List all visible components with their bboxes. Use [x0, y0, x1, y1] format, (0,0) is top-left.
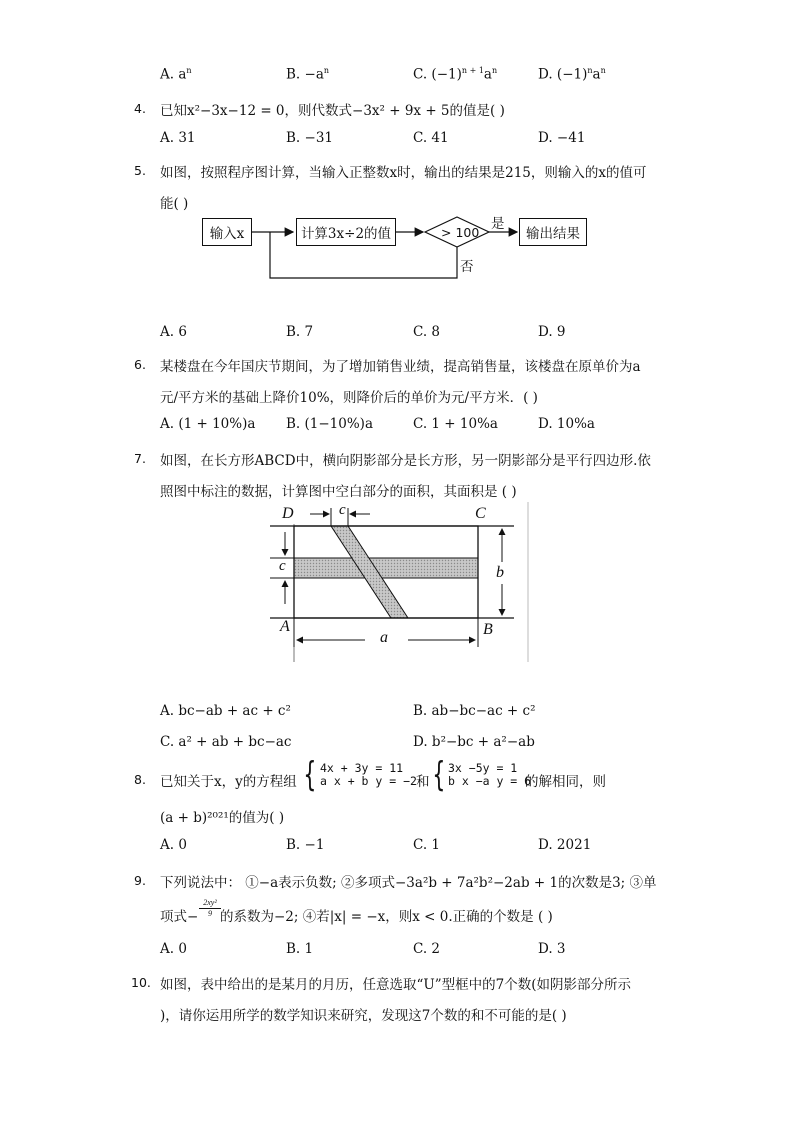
q8-option-d: D. 2021	[538, 837, 592, 853]
q5-option-a: A. 6	[160, 324, 187, 340]
q9-stem-line2-post: 的系数为−2; ④若|x| = −x，则x < 0.正确的个数是 ( )	[220, 909, 553, 925]
label-D: D	[282, 505, 294, 522]
q8-option-b: B. −1	[286, 837, 325, 853]
flow-input-box: 输入x	[202, 218, 252, 246]
label-c-top: c	[339, 502, 346, 518]
q9-fraction: 2xy² 9	[199, 898, 221, 919]
equation-system-1: 4x + 3y = 11 a x + b y = −2	[320, 761, 417, 788]
q6-stem-line2: 元/平方米的基础上降价10%，则降价后的单价为元/平方米．( )	[160, 390, 538, 406]
flow-condition: > 100	[441, 225, 480, 240]
q4-option-d: D. −41	[538, 130, 586, 146]
q4-number: 4.	[134, 101, 146, 116]
brace-1: {	[303, 755, 317, 795]
flow-output-box: 输出结果	[519, 218, 587, 246]
q9-number: 9.	[134, 873, 146, 888]
q8-stem-pre: 已知关于x，y的方程组	[160, 774, 297, 790]
flow-no-label: 否	[460, 259, 474, 275]
q9-stem-line1: 下列说法中： ①−a表示负数; ②多项式−3a²b + 7a²b²−2ab + 1的次数是3; ③单	[160, 875, 657, 891]
label-c-left: c	[279, 558, 286, 574]
q9-option-d: D. 3	[538, 941, 566, 957]
equation-system-2: 3x −5y = 1 b x −a y = 6	[448, 761, 532, 788]
label-a: a	[380, 629, 388, 646]
q5-stem-line1: 如图，按照程序图计算，当输入正整数x时，输出的结果是215，则输入的x的值可	[160, 165, 647, 181]
q5-option-b: B. 7	[286, 324, 314, 340]
flow-yes-label: 是	[491, 216, 505, 232]
label-B: B	[483, 621, 493, 638]
q3-option-c: C. $(-1)^{n + 1}a^n$	[413, 66, 498, 83]
q9-option-b: B. 1	[286, 941, 314, 957]
q9-stem-line2-pre: 项式−	[160, 909, 199, 925]
q7-stem-line2: 照图中标注的数据，计算图中空白部分的面积，其面积是 ( )	[160, 484, 517, 500]
label-A: A	[280, 618, 290, 635]
brace-2: {	[432, 755, 446, 795]
q7-figure	[270, 502, 530, 667]
q5-number: 5.	[134, 163, 146, 178]
q8-option-a: A. 0	[160, 837, 187, 853]
q8-stem-mid: 和	[416, 774, 430, 790]
q3-option-d: D. $(-1)^na^n$	[538, 66, 606, 83]
q4-option-c: C. 41	[413, 130, 449, 146]
q7-option-b: B. ab−bc−ac + c²	[413, 703, 536, 719]
q8-option-c: C. 1	[413, 837, 441, 853]
q6-option-c: C. 1 + 10%a	[413, 416, 498, 432]
q4-stem: 已知x²−3x−12 = 0，则代数式−3x² + 9x + 5的值是( )	[160, 103, 505, 119]
q7-option-c: C. a² + ab + bc−ac	[160, 734, 292, 750]
q3-option-a: A. $a^n$	[160, 66, 192, 83]
q10-stem-line2: )，请你运用所学的数学知识来研究，发现这7个数的和不可能的是( )	[160, 1008, 567, 1024]
q8-stem-post: 的解相同，则	[525, 774, 606, 790]
label-b: b	[496, 564, 504, 581]
q6-stem-line1: 某楼盘在今年国庆节期间，为了增加销售业绩，提高销售量，该楼盘在原单价为a	[160, 359, 641, 375]
q4-option-a: A. 31	[160, 130, 196, 146]
q10-stem-line1: 如图，表中给出的是某月的月历，任意选取“U”型框中的7个数(如阴影部分所示	[160, 977, 632, 993]
q7-stem-line1: 如图，在长方形ABCD中，横向阴影部分是长方形，另一阴影部分是平行四边形.依	[160, 453, 651, 469]
q6-option-a: A. (1 + 10%)a	[160, 416, 256, 432]
q7-option-a: A. bc−ab + ac + c²	[160, 703, 291, 719]
q7-number: 7.	[134, 451, 146, 466]
q4-option-b: B. −31	[286, 130, 333, 146]
q5-option-c: C. 8	[413, 324, 441, 340]
q6-option-d: D. 10%a	[538, 416, 595, 432]
q8-number: 8.	[134, 772, 146, 787]
q10-number: 10.	[131, 975, 151, 990]
q5-option-d: D. 9	[538, 324, 566, 340]
q9-option-a: A. 0	[160, 941, 187, 957]
label-C: C	[475, 505, 486, 522]
q8-stem-line2: (a + b)²⁰²¹的值为( )	[160, 810, 285, 826]
q3-option-b: B. $-a^n$	[286, 66, 330, 83]
q7-option-d: D. b²−bc + a²−ab	[413, 734, 535, 750]
q9-option-c: C. 2	[413, 941, 441, 957]
flow-compute-box: 计算3x÷2的值	[296, 218, 396, 246]
q6-option-b: B. (1−10%)a	[286, 416, 373, 432]
q6-number: 6.	[134, 357, 146, 372]
q5-stem-line2: 能( )	[160, 196, 189, 212]
